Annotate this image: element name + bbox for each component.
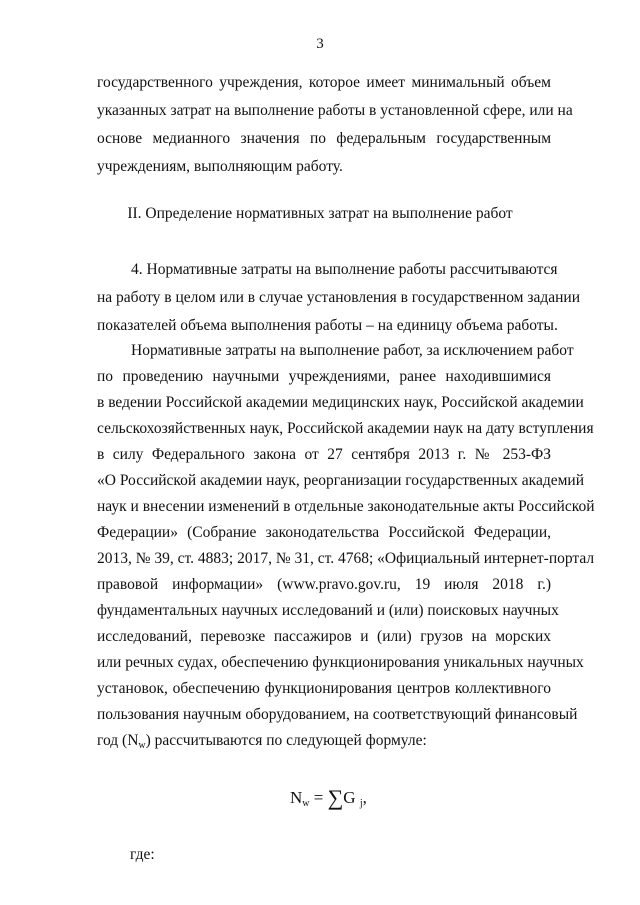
where-label: где: [130, 846, 155, 863]
paragraph-5-last-line [97, 731, 551, 756]
paragraph-5-line: установок, обеспечению функционирования центров коллективного [97, 680, 551, 697]
paragraph-5-line: «О Российской академии наук, реорганизации государственных академий [97, 472, 584, 489]
paragraph-4-line: 4. Нормативные затраты на выполнение работы рассчитываются [131, 261, 558, 278]
formula-rhs-subscript: j [359, 798, 363, 809]
paragraph-5-line: в силу Федерального закона от 27 сентября 2013 г. № 253-ФЗ [97, 446, 551, 463]
paragraph-5-line: 2013, № 39, ст. 4883; 2017, № 31, ст. 4768; «Официальный интернет-портал [97, 550, 595, 567]
formula-lhs-subscript: w [302, 798, 310, 809]
paragraph-5-line: пользования научным оборудованием, на соответствующий финансовый [97, 706, 578, 723]
paragraph-5-line: Нормативные затраты на выполнение работ, за исключением работ [131, 342, 574, 359]
text-line: учреждениям, выполняющим работу. [97, 158, 343, 175]
paragraph-5-line: сельскохозяйственных наук, Российской академии наук на дату вступления [97, 420, 594, 437]
paragraph-5-line: правовой информации» (www.pravo.gov.ru, 19 июля 2018 г.) [97, 576, 551, 593]
paragraph-5-line: Федерации» (Собрание законодательства Российской Федерации, [97, 524, 551, 541]
section-heading: II. Определение нормативных затрат на выполнение работ [127, 205, 513, 222]
paragraph-5-line: фундаментальных научных исследований и (или) поисковых научных [97, 602, 559, 619]
text-line: основе медианного значения по федеральным государственным [97, 130, 551, 147]
sum-symbol: ∑ [327, 785, 344, 810]
formula [290, 785, 367, 811]
page-number: 3 [316, 36, 324, 52]
formula-lhs: N [290, 788, 303, 807]
paragraph-4-line: на работу в целом или в случае установления в государственном задании [97, 289, 580, 306]
text-line: указанных затрат на выполнение работы в установленной сфере, или на [97, 102, 573, 119]
paragraph-4-line: показателей объема выполнения работы – на единицу объема работы. [97, 317, 558, 334]
paragraph-5-line: по проведению научными учреждениями, ранее находившимися [97, 368, 551, 385]
paragraph-5-line: или речных судах, обеспечению функционирования уникальных научных [97, 654, 584, 671]
paragraph-5-line: наук и внесении изменений в отдельные законодательные акты Российской [97, 498, 595, 515]
text-line: государственного учреждения, которое имеет минимальный объем [97, 74, 551, 91]
formula-rhs: G [343, 788, 356, 807]
paragraph-5-line: исследований, перевозке пассажиров и (или) грузов на морских [97, 628, 551, 645]
formula-equals: = [313, 788, 324, 807]
text-run: год (N [97, 732, 139, 749]
paragraph-5-line: в ведении Российской академии медицинских наук, Российской академии [97, 394, 584, 411]
formula-tail: , [362, 788, 367, 807]
subscript: w [138, 740, 146, 751]
text-run: ) рассчитываются по следующей формуле: [145, 732, 427, 749]
